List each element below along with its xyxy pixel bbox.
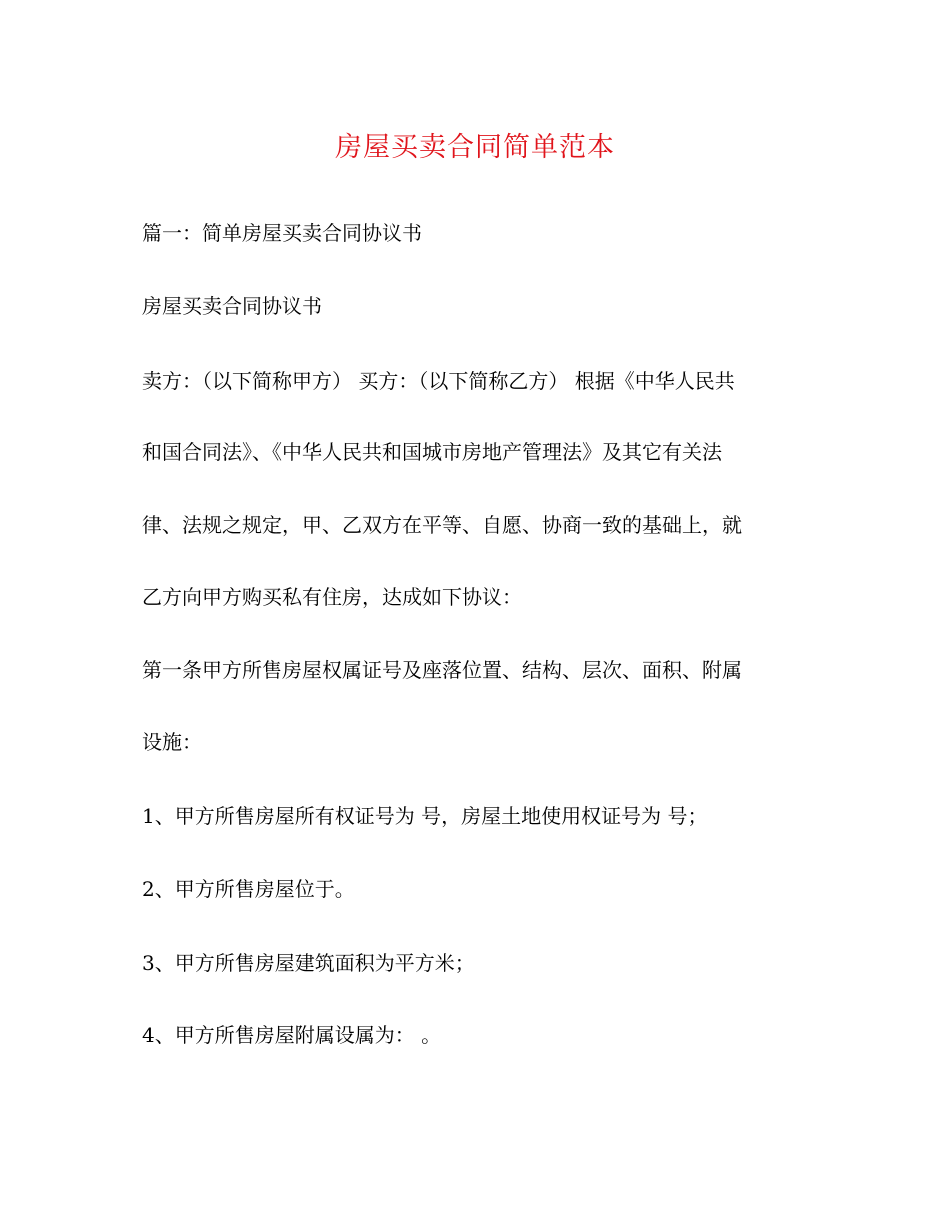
list-item: 2、甲方所售房屋位于。: [142, 877, 355, 901]
paragraph-line: 卖方：（以下简称甲方） 买方：（以下简称乙方） 根据《中华人民共: [142, 369, 735, 393]
list-item: 3、甲方所售房屋建筑面积为平方米；: [142, 951, 475, 975]
list-item: 4、甲方所售房屋附属设属为： 。: [142, 1023, 442, 1047]
subheading: 房屋买卖合同协议书: [142, 294, 322, 318]
paragraph-line: 和国合同法》、《中华人民共和国城市房地产管理法》及其它有关法: [142, 440, 722, 464]
clause-line: 第一条甲方所售房屋权属证号及座落位置、结构、层次、面积、附属: [142, 658, 742, 682]
paragraph-line: 乙方向甲方购买私有住房，达成如下协议：: [142, 585, 522, 609]
paragraph-line: 律、法规之规定，甲、乙双方在平等、自愿、协商一致的基础上，就: [142, 513, 742, 537]
document-title: 房屋买卖合同简单范本: [335, 132, 615, 163]
clause-line: 设施：: [142, 730, 202, 754]
list-item: 1、甲方所售房屋所有权证号为 号，房屋土地使用权证号为 号；: [142, 804, 708, 828]
section-heading: 篇一：简单房屋买卖合同协议书: [142, 221, 422, 245]
